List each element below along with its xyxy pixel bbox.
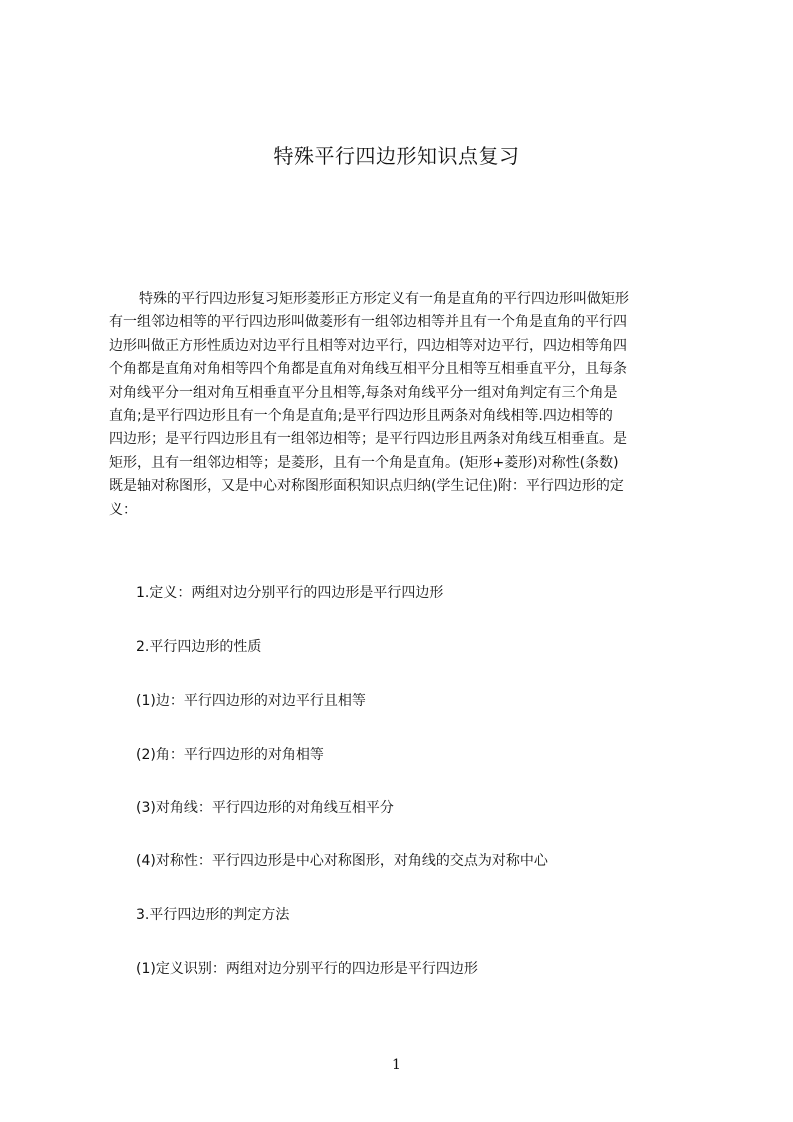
document-title: 特殊平行四边形知识点复习 xyxy=(273,144,520,168)
paragraph-line: 对角线平分一组对角互相垂直平分且相等,每条对角线平分一组对角判定有三个角是 xyxy=(109,384,618,401)
section-heading-properties: 2.平行四边形的性质 xyxy=(136,639,262,655)
property-angles-item: (2)角：平行四边形的对角相等 xyxy=(136,747,324,763)
paragraph-line: 义： xyxy=(109,501,137,518)
definition-item: 1.定义：两组对边分别平行的四边形是平行四边形 xyxy=(136,585,444,601)
paragraph-line: 有一组邻边相等的平行四边形叫做菱形有一组邻边相等并且有一个角是直角的平行四 xyxy=(109,314,627,331)
paragraph-line: 边形叫做正方形性质边对边平行且相等对边平行，四边相等对边平行，四边相等角四 xyxy=(109,337,627,354)
intro-paragraph xyxy=(109,288,699,522)
paragraph-line: 既是轴对称图形，又是中心对称图形面积知识点归纳(学生记住)附：平行四边形的定 xyxy=(109,478,624,495)
paragraph-line: 直角;是平行四边形且有一个角是直角;是平行四边形且两条对角线相等.四边相等的 xyxy=(109,407,613,424)
property-diagonals-item: (3)对角线：平行四边形的对角线互相平分 xyxy=(136,800,394,816)
criteria-definition-item: (1)定义识别：两组对边分别平行的四边形是平行四边形 xyxy=(136,961,478,977)
section-heading-criteria: 3.平行四边形的判定方法 xyxy=(136,907,290,923)
page-number: 1 xyxy=(392,1057,401,1073)
property-sides-item: (1)边：平行四边形的对边平行且相等 xyxy=(136,693,366,709)
paragraph-line: 四边形；是平行四边形且有一组邻边相等；是平行四边形且两条对角线互相垂直。是 xyxy=(109,431,627,448)
property-symmetry-item: (4)对称性：平行四边形是中心对称图形，对角线的交点为对称中心 xyxy=(136,853,548,869)
paragraph-line: 特殊的平行四边形复习矩形菱形正方形定义有一角是直角的平行四边形叫做矩形 xyxy=(139,291,629,307)
paragraph-line: 个角都是直角对角相等四个角都是直角对角线互相平分且相等互相垂直平分，且每条 xyxy=(109,361,627,378)
paragraph-line: 矩形，且有一组邻边相等；是菱形，且有一个角是直角。(矩形+菱形)对称性(条数) xyxy=(109,454,619,471)
